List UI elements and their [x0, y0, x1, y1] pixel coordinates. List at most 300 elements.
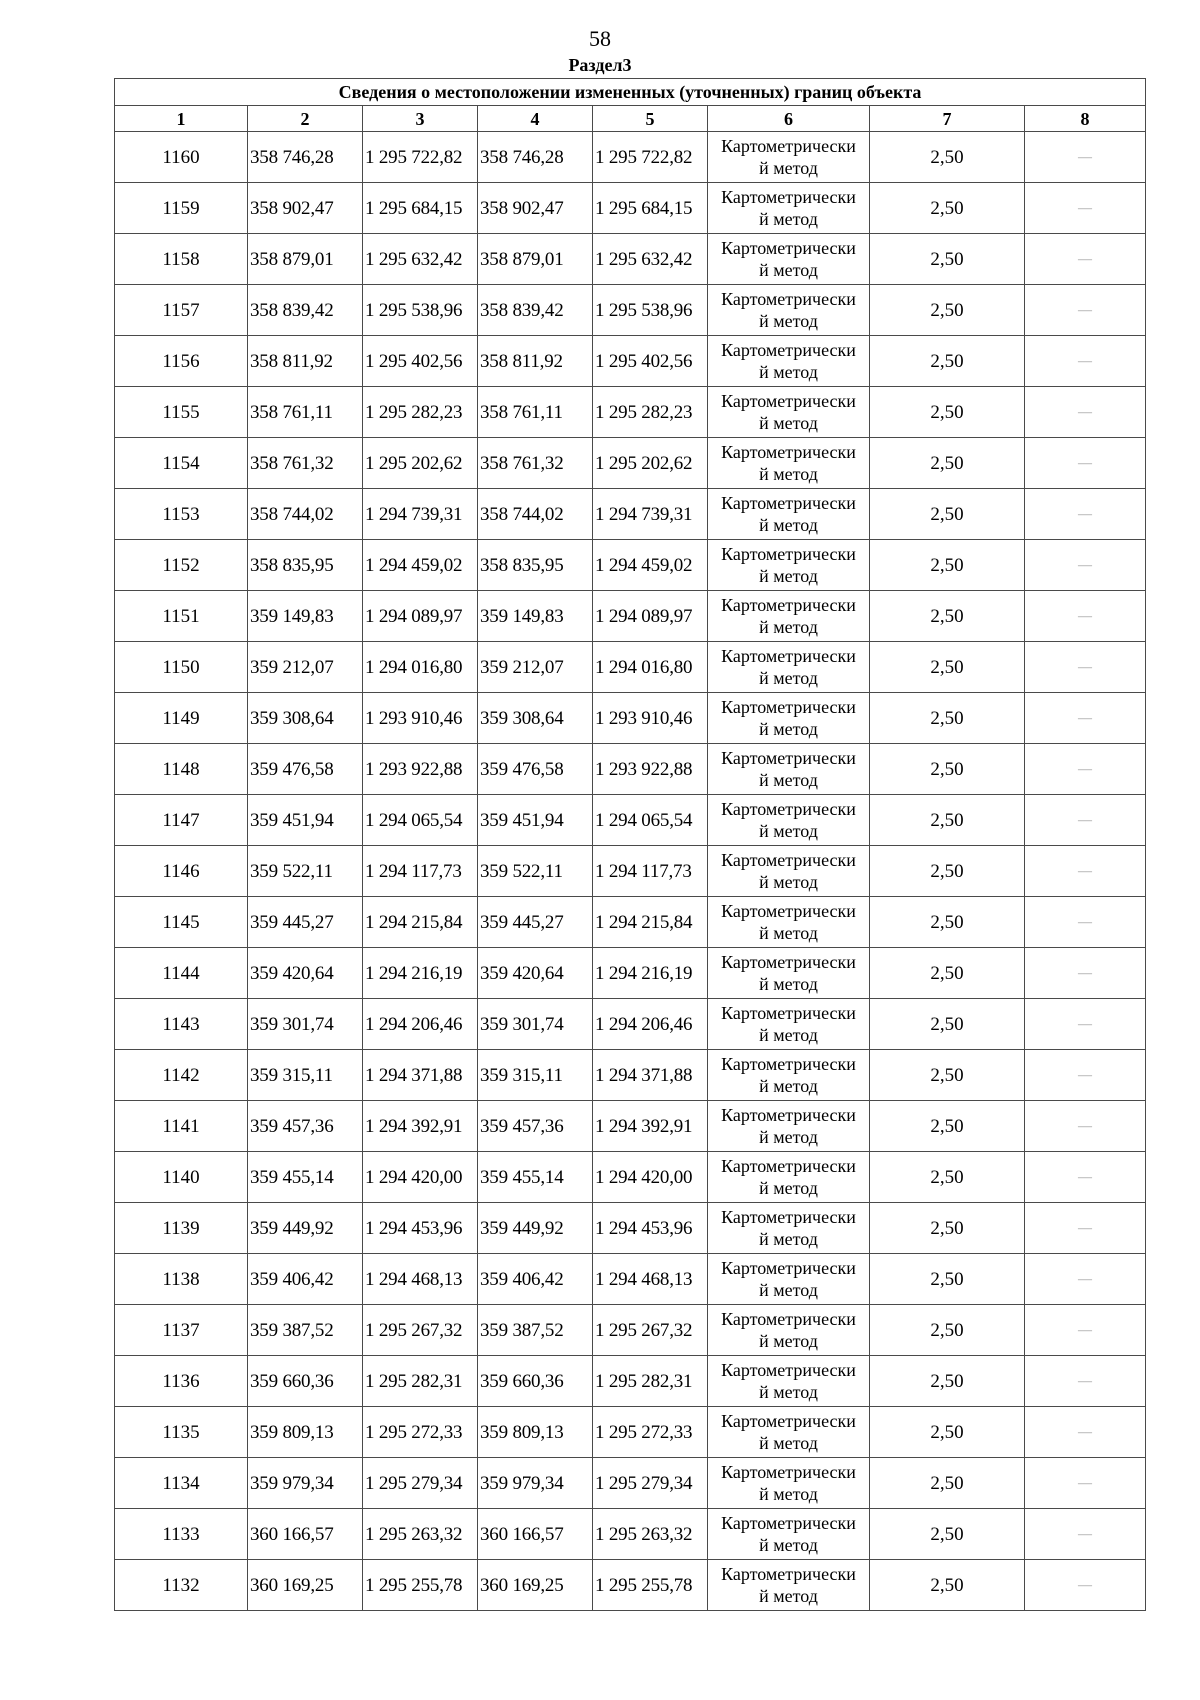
- y-existing-cell: 1 295 202,62: [363, 438, 478, 489]
- y-refined-cell: 1 295 402,56: [593, 336, 708, 387]
- x-refined-cell: 358 839,42: [478, 285, 593, 336]
- y-refined-cell: 1 294 459,02: [593, 540, 708, 591]
- accuracy-cell: 2,50: [870, 693, 1025, 744]
- x-refined-cell: 359 149,83: [478, 591, 593, 642]
- y-refined-cell: 1 295 282,31: [593, 1356, 708, 1407]
- method-text: й метод: [759, 515, 818, 535]
- x-existing-cell: 359 451,94: [248, 795, 363, 846]
- x-existing-cell: 359 308,64: [248, 693, 363, 744]
- accuracy-cell: 2,50: [870, 1509, 1025, 1560]
- method-text: й метод: [759, 311, 818, 331]
- note-cell: —: [1025, 438, 1146, 489]
- method-text: Картометрически: [721, 391, 856, 411]
- method-text: Картометрически: [721, 952, 856, 972]
- note-cell: —: [1025, 846, 1146, 897]
- accuracy-cell: 2,50: [870, 897, 1025, 948]
- method-text: й метод: [759, 413, 818, 433]
- method-cell: [708, 693, 870, 744]
- x-existing-cell: 358 744,02: [248, 489, 363, 540]
- x-existing-cell: 359 979,34: [248, 1458, 363, 1509]
- point-number-cell: 1139: [115, 1203, 248, 1254]
- method-text: Картометрически: [721, 1156, 856, 1176]
- x-existing-cell: 359 315,11: [248, 1050, 363, 1101]
- accuracy-cell: 2,50: [870, 1356, 1025, 1407]
- point-number-cell: 1159: [115, 183, 248, 234]
- method-text: й метод: [759, 617, 818, 637]
- accuracy-cell: 2,50: [870, 1560, 1025, 1611]
- y-existing-cell: 1 294 420,00: [363, 1152, 478, 1203]
- x-existing-cell: 359 522,11: [248, 846, 363, 897]
- point-number-cell: 1151: [115, 591, 248, 642]
- y-existing-cell: 1 295 402,56: [363, 336, 478, 387]
- method-text: Картометрически: [721, 646, 856, 666]
- table-row: [115, 285, 1146, 336]
- y-existing-cell: 1 294 016,80: [363, 642, 478, 693]
- method-cell: [708, 183, 870, 234]
- method-cell: [708, 1101, 870, 1152]
- table-row: [115, 1152, 1146, 1203]
- method-cell: [708, 1254, 870, 1305]
- method-text: Картометрически: [721, 340, 856, 360]
- column-number-6: 6: [708, 106, 870, 132]
- method-text: Картометрически: [721, 1411, 856, 1431]
- y-refined-cell: 1 294 117,73: [593, 846, 708, 897]
- y-existing-cell: 1 294 739,31: [363, 489, 478, 540]
- table-row: [115, 693, 1146, 744]
- accuracy-cell: 2,50: [870, 1407, 1025, 1458]
- y-existing-cell: 1 295 684,15: [363, 183, 478, 234]
- accuracy-cell: 2,50: [870, 795, 1025, 846]
- table-row: [115, 1356, 1146, 1407]
- method-text: й метод: [759, 1382, 818, 1402]
- accuracy-cell: 2,50: [870, 591, 1025, 642]
- y-existing-cell: 1 295 632,42: [363, 234, 478, 285]
- point-number-cell: 1134: [115, 1458, 248, 1509]
- y-existing-cell: 1 295 538,96: [363, 285, 478, 336]
- y-existing-cell: 1 294 371,88: [363, 1050, 478, 1101]
- y-refined-cell: 1 294 206,46: [593, 999, 708, 1050]
- note-cell: —: [1025, 744, 1146, 795]
- x-existing-cell: 359 455,14: [248, 1152, 363, 1203]
- table-row: [115, 795, 1146, 846]
- y-refined-cell: 1 294 453,96: [593, 1203, 708, 1254]
- x-refined-cell: 359 979,34: [478, 1458, 593, 1509]
- method-text: й метод: [759, 719, 818, 739]
- method-text: Картометрически: [721, 799, 856, 819]
- table-row: [115, 1458, 1146, 1509]
- table-row: [115, 999, 1146, 1050]
- y-refined-cell: 1 294 392,91: [593, 1101, 708, 1152]
- column-number-5: 5: [593, 106, 708, 132]
- x-refined-cell: 359 212,07: [478, 642, 593, 693]
- y-refined-cell: 1 295 722,82: [593, 132, 708, 183]
- accuracy-cell: 2,50: [870, 1101, 1025, 1152]
- y-existing-cell: 1 294 216,19: [363, 948, 478, 999]
- y-existing-cell: 1 295 263,32: [363, 1509, 478, 1560]
- y-existing-cell: 1 295 267,32: [363, 1305, 478, 1356]
- x-refined-cell: 359 455,14: [478, 1152, 593, 1203]
- x-existing-cell: 358 761,32: [248, 438, 363, 489]
- y-refined-cell: 1 293 910,46: [593, 693, 708, 744]
- x-existing-cell: 358 746,28: [248, 132, 363, 183]
- column-number-1: 1: [115, 106, 248, 132]
- x-existing-cell: 358 879,01: [248, 234, 363, 285]
- section-title: Раздел3: [568, 55, 632, 75]
- method-text: Картометрически: [721, 136, 856, 156]
- x-existing-cell: 359 420,64: [248, 948, 363, 999]
- method-text: й метод: [759, 1535, 818, 1555]
- point-number-cell: 1143: [115, 999, 248, 1050]
- method-cell: [708, 1050, 870, 1101]
- x-existing-cell: 359 387,52: [248, 1305, 363, 1356]
- method-text: й метод: [759, 1331, 818, 1351]
- point-number-cell: 1149: [115, 693, 248, 744]
- method-text: й метод: [759, 1076, 818, 1096]
- note-cell: —: [1025, 336, 1146, 387]
- x-refined-cell: 359 809,13: [478, 1407, 593, 1458]
- y-refined-cell: 1 294 420,00: [593, 1152, 708, 1203]
- table-row: [115, 1305, 1146, 1356]
- point-number-cell: 1140: [115, 1152, 248, 1203]
- accuracy-cell: 2,50: [870, 1458, 1025, 1509]
- y-existing-cell: 1 294 453,96: [363, 1203, 478, 1254]
- y-refined-cell: 1 294 468,13: [593, 1254, 708, 1305]
- column-number-2: 2: [248, 106, 363, 132]
- x-refined-cell: 359 451,94: [478, 795, 593, 846]
- table-row: [115, 183, 1146, 234]
- x-refined-cell: 358 746,28: [478, 132, 593, 183]
- table-row: [115, 1560, 1146, 1611]
- method-cell: [708, 1509, 870, 1560]
- x-existing-cell: 359 457,36: [248, 1101, 363, 1152]
- note-cell: —: [1025, 540, 1146, 591]
- method-text: й метод: [759, 209, 818, 229]
- accuracy-cell: 2,50: [870, 1050, 1025, 1101]
- method-text: Картометрически: [721, 442, 856, 462]
- method-text: Картометрически: [721, 1054, 856, 1074]
- y-refined-cell: 1 295 632,42: [593, 234, 708, 285]
- method-text: й метод: [759, 158, 818, 178]
- note-cell: —: [1025, 1560, 1146, 1611]
- table-row: [115, 234, 1146, 285]
- point-number-cell: 1142: [115, 1050, 248, 1101]
- x-refined-cell: 359 301,74: [478, 999, 593, 1050]
- note-cell: —: [1025, 1509, 1146, 1560]
- x-existing-cell: 359 660,36: [248, 1356, 363, 1407]
- table-row: [115, 132, 1146, 183]
- method-text: Картометрически: [721, 748, 856, 768]
- y-refined-cell: 1 294 371,88: [593, 1050, 708, 1101]
- note-cell: —: [1025, 489, 1146, 540]
- method-text: Картометрически: [721, 493, 856, 513]
- method-text: й метод: [759, 1229, 818, 1249]
- table-caption: Сведения о местоположении измененных (уточненных) границ объекта: [115, 79, 1146, 106]
- method-text: Картометрически: [721, 1105, 856, 1125]
- x-refined-cell: 359 420,64: [478, 948, 593, 999]
- x-refined-cell: 360 166,57: [478, 1509, 593, 1560]
- method-cell: [708, 846, 870, 897]
- y-refined-cell: 1 295 282,23: [593, 387, 708, 438]
- table-row: [115, 846, 1146, 897]
- point-number-cell: 1157: [115, 285, 248, 336]
- method-text: Картометрически: [721, 1513, 856, 1533]
- table-row: [115, 489, 1146, 540]
- y-existing-cell: 1 295 279,34: [363, 1458, 478, 1509]
- x-refined-cell: 358 761,32: [478, 438, 593, 489]
- column-number-row: [115, 106, 1146, 132]
- x-existing-cell: 359 809,13: [248, 1407, 363, 1458]
- accuracy-cell: 2,50: [870, 285, 1025, 336]
- note-cell: —: [1025, 285, 1146, 336]
- accuracy-cell: 2,50: [870, 999, 1025, 1050]
- accuracy-cell: 2,50: [870, 183, 1025, 234]
- point-number-cell: 1146: [115, 846, 248, 897]
- x-refined-cell: 359 660,36: [478, 1356, 593, 1407]
- y-refined-cell: 1 295 202,62: [593, 438, 708, 489]
- y-refined-cell: 1 294 089,97: [593, 591, 708, 642]
- note-cell: —: [1025, 642, 1146, 693]
- method-cell: [708, 591, 870, 642]
- point-number-cell: 1155: [115, 387, 248, 438]
- table-row: [115, 438, 1146, 489]
- note-cell: —: [1025, 234, 1146, 285]
- note-cell: —: [1025, 897, 1146, 948]
- method-text: Картометрически: [721, 850, 856, 870]
- method-text: Картометрически: [721, 1003, 856, 1023]
- method-cell: [708, 1203, 870, 1254]
- table-row: [115, 1203, 1146, 1254]
- note-cell: —: [1025, 132, 1146, 183]
- method-text: й метод: [759, 1586, 818, 1606]
- method-cell: [708, 948, 870, 999]
- point-number-cell: 1145: [115, 897, 248, 948]
- note-cell: —: [1025, 693, 1146, 744]
- point-number-cell: 1137: [115, 1305, 248, 1356]
- table-row: [115, 1101, 1146, 1152]
- method-text: Картометрически: [721, 238, 856, 258]
- accuracy-cell: 2,50: [870, 744, 1025, 795]
- method-text: й метод: [759, 1127, 818, 1147]
- method-text: й метод: [759, 974, 818, 994]
- point-number-cell: 1147: [115, 795, 248, 846]
- note-cell: —: [1025, 183, 1146, 234]
- method-cell: [708, 1356, 870, 1407]
- y-existing-cell: 1 293 922,88: [363, 744, 478, 795]
- method-cell: [708, 285, 870, 336]
- x-refined-cell: 358 744,02: [478, 489, 593, 540]
- method-cell: [708, 642, 870, 693]
- table-row: [115, 336, 1146, 387]
- accuracy-cell: 2,50: [870, 387, 1025, 438]
- method-cell: [708, 795, 870, 846]
- y-existing-cell: 1 294 392,91: [363, 1101, 478, 1152]
- x-refined-cell: 359 522,11: [478, 846, 593, 897]
- x-existing-cell: 358 839,42: [248, 285, 363, 336]
- point-number-cell: 1148: [115, 744, 248, 795]
- method-cell: [708, 234, 870, 285]
- method-text: й метод: [759, 260, 818, 280]
- column-number-4: 4: [478, 106, 593, 132]
- y-existing-cell: 1 295 282,23: [363, 387, 478, 438]
- method-cell: [708, 897, 870, 948]
- table-row: [115, 1407, 1146, 1458]
- method-cell: [708, 336, 870, 387]
- method-text: Картометрически: [721, 187, 856, 207]
- note-cell: —: [1025, 387, 1146, 438]
- x-existing-cell: 359 149,83: [248, 591, 363, 642]
- accuracy-cell: 2,50: [870, 1203, 1025, 1254]
- x-existing-cell: 359 301,74: [248, 999, 363, 1050]
- accuracy-cell: 2,50: [870, 540, 1025, 591]
- method-text: Картометрически: [721, 544, 856, 564]
- note-cell: —: [1025, 948, 1146, 999]
- table-row: [115, 1509, 1146, 1560]
- x-existing-cell: 359 406,42: [248, 1254, 363, 1305]
- method-text: Картометрически: [721, 1564, 856, 1584]
- y-refined-cell: 1 295 263,32: [593, 1509, 708, 1560]
- method-cell: [708, 1560, 870, 1611]
- point-number-cell: 1160: [115, 132, 248, 183]
- point-number-cell: 1133: [115, 1509, 248, 1560]
- method-text: Картометрически: [721, 1360, 856, 1380]
- method-cell: [708, 1458, 870, 1509]
- method-cell: [708, 540, 870, 591]
- y-existing-cell: 1 295 255,78: [363, 1560, 478, 1611]
- point-number-cell: 1138: [115, 1254, 248, 1305]
- method-text: Картометрически: [721, 901, 856, 921]
- boundary-coordinates-table: [114, 78, 1146, 1611]
- point-number-cell: 1141: [115, 1101, 248, 1152]
- x-existing-cell: 359 476,58: [248, 744, 363, 795]
- y-refined-cell: 1 294 215,84: [593, 897, 708, 948]
- point-number-cell: 1136: [115, 1356, 248, 1407]
- point-number-cell: 1154: [115, 438, 248, 489]
- y-existing-cell: 1 295 272,33: [363, 1407, 478, 1458]
- table-row: [115, 744, 1146, 795]
- x-refined-cell: 360 169,25: [478, 1560, 593, 1611]
- point-number-cell: 1132: [115, 1560, 248, 1611]
- y-existing-cell: 1 294 206,46: [363, 999, 478, 1050]
- table-row: [115, 540, 1146, 591]
- y-existing-cell: 1 294 459,02: [363, 540, 478, 591]
- method-text: Картометрически: [721, 697, 856, 717]
- x-refined-cell: 359 308,64: [478, 693, 593, 744]
- y-refined-cell: 1 295 538,96: [593, 285, 708, 336]
- y-refined-cell: 1 294 065,54: [593, 795, 708, 846]
- method-text: й метод: [759, 1280, 818, 1300]
- note-cell: —: [1025, 1305, 1146, 1356]
- x-refined-cell: 359 457,36: [478, 1101, 593, 1152]
- method-text: й метод: [759, 1484, 818, 1504]
- column-number-7: 7: [870, 106, 1025, 132]
- x-refined-cell: 358 761,11: [478, 387, 593, 438]
- note-cell: —: [1025, 1407, 1146, 1458]
- point-number-cell: 1135: [115, 1407, 248, 1458]
- x-existing-cell: 359 445,27: [248, 897, 363, 948]
- table-caption-row: [115, 79, 1146, 106]
- point-number-cell: 1150: [115, 642, 248, 693]
- method-text: Картометрически: [721, 1207, 856, 1227]
- y-existing-cell: 1 294 065,54: [363, 795, 478, 846]
- method-cell: [708, 744, 870, 795]
- x-existing-cell: 358 902,47: [248, 183, 363, 234]
- accuracy-cell: 2,50: [870, 234, 1025, 285]
- accuracy-cell: 2,50: [870, 642, 1025, 693]
- note-cell: —: [1025, 795, 1146, 846]
- point-number-cell: 1144: [115, 948, 248, 999]
- method-cell: [708, 1152, 870, 1203]
- method-text: й метод: [759, 1178, 818, 1198]
- method-cell: [708, 489, 870, 540]
- table-row: [115, 387, 1146, 438]
- x-refined-cell: 359 406,42: [478, 1254, 593, 1305]
- method-cell: [708, 132, 870, 183]
- method-text: й метод: [759, 821, 818, 841]
- accuracy-cell: 2,50: [870, 438, 1025, 489]
- x-existing-cell: 358 835,95: [248, 540, 363, 591]
- x-refined-cell: 359 445,27: [478, 897, 593, 948]
- method-cell: [708, 438, 870, 489]
- method-text: Картометрически: [721, 1462, 856, 1482]
- x-existing-cell: 359 449,92: [248, 1203, 363, 1254]
- x-refined-cell: 358 902,47: [478, 183, 593, 234]
- x-refined-cell: 358 811,92: [478, 336, 593, 387]
- note-cell: —: [1025, 999, 1146, 1050]
- method-text: й метод: [759, 923, 818, 943]
- accuracy-cell: 2,50: [870, 948, 1025, 999]
- y-existing-cell: 1 295 282,31: [363, 1356, 478, 1407]
- note-cell: —: [1025, 1254, 1146, 1305]
- note-cell: —: [1025, 1356, 1146, 1407]
- note-cell: —: [1025, 1203, 1146, 1254]
- method-cell: [708, 1407, 870, 1458]
- y-refined-cell: 1 295 255,78: [593, 1560, 708, 1611]
- method-text: й метод: [759, 1025, 818, 1045]
- x-refined-cell: 359 387,52: [478, 1305, 593, 1356]
- method-text: й метод: [759, 872, 818, 892]
- table-row: [115, 1050, 1146, 1101]
- method-text: й метод: [759, 566, 818, 586]
- method-cell: [708, 1305, 870, 1356]
- y-refined-cell: 1 295 272,33: [593, 1407, 708, 1458]
- y-refined-cell: 1 295 267,32: [593, 1305, 708, 1356]
- table-row: [115, 591, 1146, 642]
- accuracy-cell: 2,50: [870, 1254, 1025, 1305]
- y-refined-cell: 1 294 739,31: [593, 489, 708, 540]
- x-existing-cell: 358 761,11: [248, 387, 363, 438]
- point-number-cell: 1158: [115, 234, 248, 285]
- note-cell: —: [1025, 1152, 1146, 1203]
- table-row: [115, 948, 1146, 999]
- y-refined-cell: 1 295 279,34: [593, 1458, 708, 1509]
- table-row: [115, 1254, 1146, 1305]
- accuracy-cell: 2,50: [870, 1152, 1025, 1203]
- accuracy-cell: 2,50: [870, 489, 1025, 540]
- y-refined-cell: 1 293 922,88: [593, 744, 708, 795]
- x-refined-cell: 359 449,92: [478, 1203, 593, 1254]
- column-number-8: 8: [1025, 106, 1146, 132]
- point-number-cell: 1156: [115, 336, 248, 387]
- method-cell: [708, 999, 870, 1050]
- table-row: [115, 642, 1146, 693]
- x-refined-cell: 358 879,01: [478, 234, 593, 285]
- method-text: Картометрически: [721, 289, 856, 309]
- method-text: Картометрически: [721, 1309, 856, 1329]
- method-text: й метод: [759, 362, 818, 382]
- method-text: й метод: [759, 1433, 818, 1453]
- y-existing-cell: 1 294 089,97: [363, 591, 478, 642]
- y-refined-cell: 1 294 216,19: [593, 948, 708, 999]
